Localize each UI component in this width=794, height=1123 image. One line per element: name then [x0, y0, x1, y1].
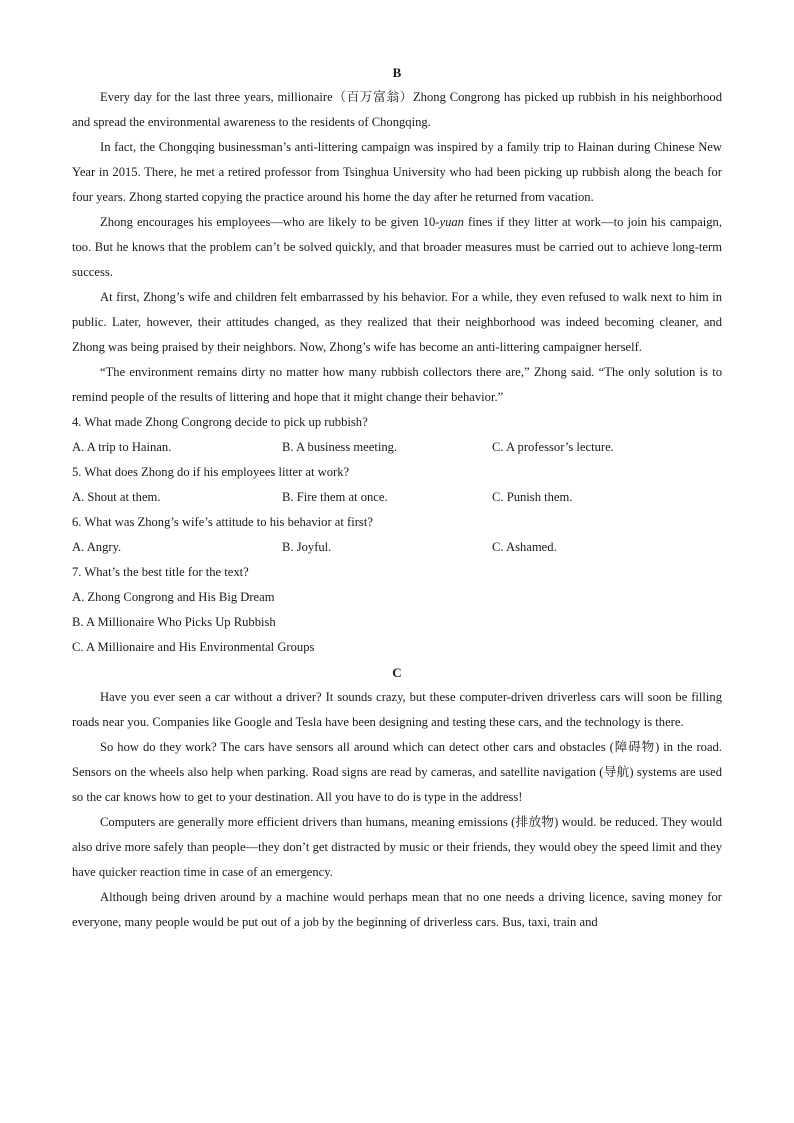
question-4-stem: 4. What made Zhong Congrong decide to pick up rubbish?	[72, 415, 368, 429]
section-c-paragraph-2: So how do they work? The cars have sensors all around which can detect other cars and obstacles (障碍物) in the road. Sensors on the wheels also help when parking. Road signs are read by cameras, and satellite navigation (导航) systems are used so the car knows how to get to your destination. All you have to do is type in the address!	[72, 740, 722, 804]
question-4-option-b: B. A business meeting.	[282, 440, 398, 454]
question-5-option-b: B. Fire them at once.	[282, 490, 388, 504]
section-b-paragraph-2: In fact, the Chongqing businessman’s anti-littering campaign was inspired by a family trip to Hainan during Chinese New Year in 2015. There, he met a retired professor from Tsinghua University who had been picking up rubbish along the beach for four years. Zhong started copying the practice around his home the day after he returned from vacation.	[72, 140, 722, 204]
section-b-paragraph-5: “The environment remains dirty no matter how many rubbish collectors there are,” Zhong said. “The only solution is to remind people of the results of littering and hope that it might change their behavior.”	[72, 365, 722, 404]
section-c-paragraph-1: Have you ever seen a car without a driver? It sounds crazy, but these computer-driven driverless cars will soon be filling roads near you. Companies like Google and Tesla have been designing and testing these cars, and the technology is there.	[72, 690, 722, 729]
question-6-option-c: C. Ashamed.	[492, 540, 557, 554]
question-4-options	[72, 435, 722, 460]
question-6-option-a: A. Angry.	[72, 540, 122, 554]
section-c-paragraph-3: Computers are generally more efficient drivers than humans, meaning emissions (排放物) would. be reduced. They would also drive more safely than people—they don’t get distracted by music or their friends, they would obey the speed limit and they have quicker reaction time in case of an emergency.	[72, 815, 722, 879]
question-5-stem: 5. What does Zhong do if his employees litter at work?	[72, 465, 350, 479]
document-page	[72, 60, 722, 935]
section-b-paragraph-3: Zhong encourages his employees—who are likely to be given 10-yuan fines if they litter at work—to join his campaign, too. But he knows that the problem can’t be solved quickly, and that broader measures must be carried out to achieve long-term success.	[72, 215, 722, 279]
question-4-option-c: C. A professor’s lecture.	[492, 440, 614, 454]
question-5-option-c: C. Punish them.	[492, 490, 573, 504]
section-b-paragraph-1: Every day for the last three years, millionaire（百万富翁）Zhong Congrong has picked up rubbish in his neighborhood and spread the environmental awareness to the residents of Chongqing.	[72, 90, 722, 129]
question-6-stem: 6. What was Zhong’s wife’s attitude to his behavior at first?	[72, 515, 373, 529]
section-c-paragraph-4: Although being driven around by a machine would perhaps mean that no one needs a driving licence, saving money for everyone, many people would be put out of a job by the beginning of driverless cars. Bus, taxi, train and	[72, 890, 722, 929]
question-7-option-b: B. A Millionaire Who Picks Up Rubbish	[72, 615, 276, 629]
question-7-option-a: A. Zhong Congrong and His Big Dream	[72, 590, 275, 604]
section-b-paragraph-4: At first, Zhong’s wife and children felt embarrassed by his behavior. For a while, they even refused to walk next to him in public. Later, however, their attitudes changed, as they realized that their neighborhood was indeed becoming cleaner, and Zhong was being praised by their neighbors. Now, Zhong’s wife has become an anti-littering campaigner herself.	[72, 290, 722, 354]
section-c-heading: C	[392, 665, 402, 680]
question-6-options	[72, 535, 722, 560]
question-5-option-a: A. Shout at them.	[72, 490, 161, 504]
section-b-heading: B	[392, 65, 402, 80]
question-6-option-b: B. Joyful.	[282, 540, 332, 554]
question-5-options	[72, 485, 722, 510]
question-7-option-c: C. A Millionaire and His Environmental Groups	[72, 640, 315, 654]
question-7-stem: 7. What’s the best title for the text?	[72, 565, 249, 579]
question-4-option-a: A. A trip to Hainan.	[72, 440, 172, 454]
